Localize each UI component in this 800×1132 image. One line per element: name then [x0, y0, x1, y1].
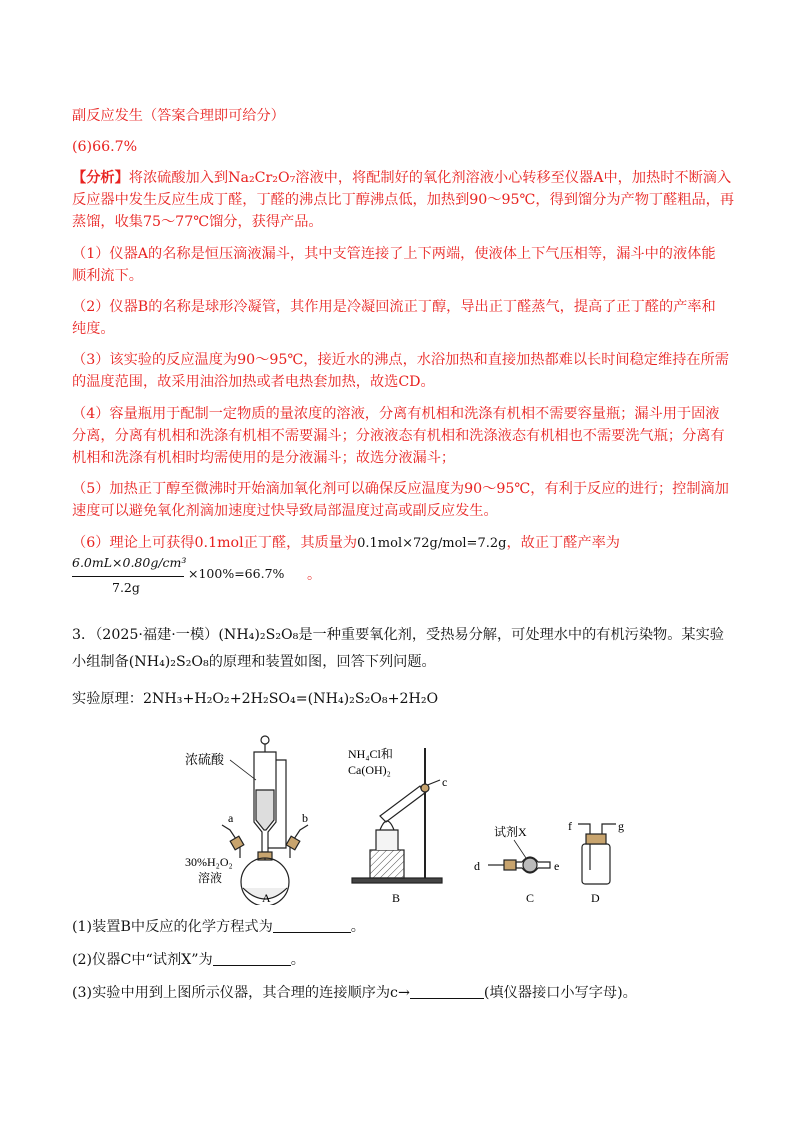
- fraction-bar: [72, 576, 184, 577]
- analysis-item-1-cont: 顺利流下。: [72, 268, 143, 284]
- label-port-d: d: [474, 859, 480, 873]
- item-6-text-a: （6）理论上可获得0.1mol正丁醛，其质量为: [72, 535, 358, 551]
- label-port-e: e: [554, 859, 560, 873]
- analysis-line-3: 蒸馏，收集75～77℃馏分，获得产品。: [72, 214, 323, 230]
- sub2-end: 。: [290, 952, 305, 968]
- answer-line-2: (6)66.7%: [72, 139, 138, 155]
- label-nh4cl-1: NH₄Cl和: [348, 747, 393, 761]
- label-leader-acid: [230, 760, 256, 780]
- sub3-text: (3)实验中用到上图所示仪器，其合理的连接顺序为c→: [72, 985, 410, 1001]
- apparatus-c: [488, 857, 550, 873]
- analysis-tag: 【分析】: [72, 170, 129, 186]
- analysis-item-3-cont: 的温度范围，故采用油浴加热或者电热套加热，故选CD。: [72, 374, 435, 390]
- sub1-text: (1)装置B中反应的化学方程式为: [72, 919, 273, 935]
- question-3-line-2: 小组制备(NH₄)₂S₂O₈的原理和装置如图，回答下列问题。: [72, 654, 436, 670]
- sub2-text: (2)仪器C中“试剂X”为: [72, 952, 213, 968]
- label-port-b: b: [302, 811, 308, 825]
- analysis-item-1: （1）仪器A的名称是恒压滴液漏斗，其中支管连接了上下两端，使液体上下气压相等，漏斗中的液体能: [72, 246, 716, 262]
- analysis-item-6: [72, 533, 620, 554]
- label-conc-acid: 浓硫酸: [185, 752, 225, 767]
- apparatus-figure: [170, 720, 640, 905]
- analysis-line-2: 反应器中发生反应生成丁醛，丁醛的沸点比丁醇沸点低，加热到90～95℃，得到馏分为产物丁醛粗品，再: [72, 192, 735, 208]
- analysis-item-5-cont: 速度可以避免氧化剂滴加速度过快导致局部温度过高或副反应发生。: [72, 503, 498, 519]
- label-port-g: g: [618, 819, 624, 833]
- label-nh4cl-2: Ca(OH)₂: [348, 763, 391, 777]
- principle-line: [72, 689, 438, 709]
- analysis-item-4: （4）容量瓶用于配制一定物质的量浓度的溶液，分离有机相和洗涤有机相不需要容量瓶；漏斗用于固液: [72, 406, 720, 422]
- analysis-item-4-cont1: 分离，分离有机相和洗涤有机相不需要漏斗；分液液态有机相和洗涤液态有机相也不需要洗气瓶；分离有: [72, 428, 725, 444]
- label-port-a: a: [228, 811, 234, 825]
- sub-question-1: [72, 917, 365, 937]
- analysis-item-2-cont: 纯度。: [72, 321, 115, 337]
- label-h2o2-2: 溶液: [198, 871, 223, 885]
- apparatus-a: [222, 736, 308, 905]
- fraction-numerator: 6.0mL×0.80g/cm³: [72, 555, 187, 570]
- analysis-item-5: （5）加热正丁醇至微沸时开始滴加氧化剂可以确保反应温度为90～95℃，有利于反应的进行；控制滴加: [72, 481, 729, 497]
- answer-blank-1[interactable]: [273, 918, 351, 933]
- analysis-text: 将浓硫酸加入到Na₂Cr₂O₇溶液中，将配制好的氧化剂溶液小心转移至仪器A中，加热时不断滴入: [128, 170, 732, 186]
- label-reagent-x: 试剂X: [494, 825, 527, 839]
- question-3-line-1: 3．（2025·福建·一模）(NH₄)₂S₂O₈是一种重要氧化剂，受热易分解，可处理水中的有机污染物。某实验: [72, 627, 724, 643]
- fraction-period: 。: [307, 567, 321, 583]
- label-leader-reagent: [514, 840, 526, 858]
- item-6-text-c: ，故正丁醛产率为: [506, 535, 620, 551]
- label-apparatus-c: C: [526, 891, 535, 905]
- sub1-end: 。: [350, 919, 365, 935]
- analysis-item-2: （2）仪器B的名称是球形冷凝管，其作用是冷凝回流正丁醇，导出正丁醛蒸气，提高了正丁醛的产率和: [72, 299, 716, 315]
- label-port-f: f: [568, 819, 572, 833]
- label-apparatus-a: A: [262, 891, 271, 905]
- label-port-c: c: [442, 775, 448, 789]
- sub-question-3: [72, 983, 637, 1003]
- principle-equation: 2NH₃+H₂O₂+2H₂SO₄=(NH₄)₂S₂O₈+2H₂O: [142, 691, 439, 707]
- analysis-item-4-cont2: 机相和洗涤有机相时均需使用的是分液漏斗；故选分液漏斗；: [72, 450, 456, 466]
- fraction-denominator: 7.2g: [112, 580, 140, 595]
- answer-blank-2[interactable]: [213, 951, 291, 966]
- sub-question-2: [72, 950, 305, 970]
- label-apparatus-b: B: [392, 891, 401, 905]
- fraction-result: ×100%=66.7%: [188, 566, 285, 581]
- answer-line-1: 副反应发生（答案合理即可给分）: [72, 108, 285, 124]
- item-6-mass-formula: 0.1mol×72g/mol=7.2g: [357, 536, 507, 551]
- principle-label: 实验原理：: [72, 691, 143, 707]
- analysis-item-3: （3）该实验的反应温度为90～95℃，接近水的沸点，水浴加热和直接加热都难以长时间稳定维持在所需: [72, 352, 729, 368]
- answer-blank-3[interactable]: [410, 984, 484, 999]
- label-apparatus-d: D: [591, 891, 600, 905]
- apparatus-d: [578, 824, 616, 884]
- sub3-end: (填仪器接口小写字母)。: [483, 985, 637, 1001]
- label-h2o2-1: 30%H₂O₂: [185, 855, 233, 869]
- analysis-line-1: [72, 168, 731, 188]
